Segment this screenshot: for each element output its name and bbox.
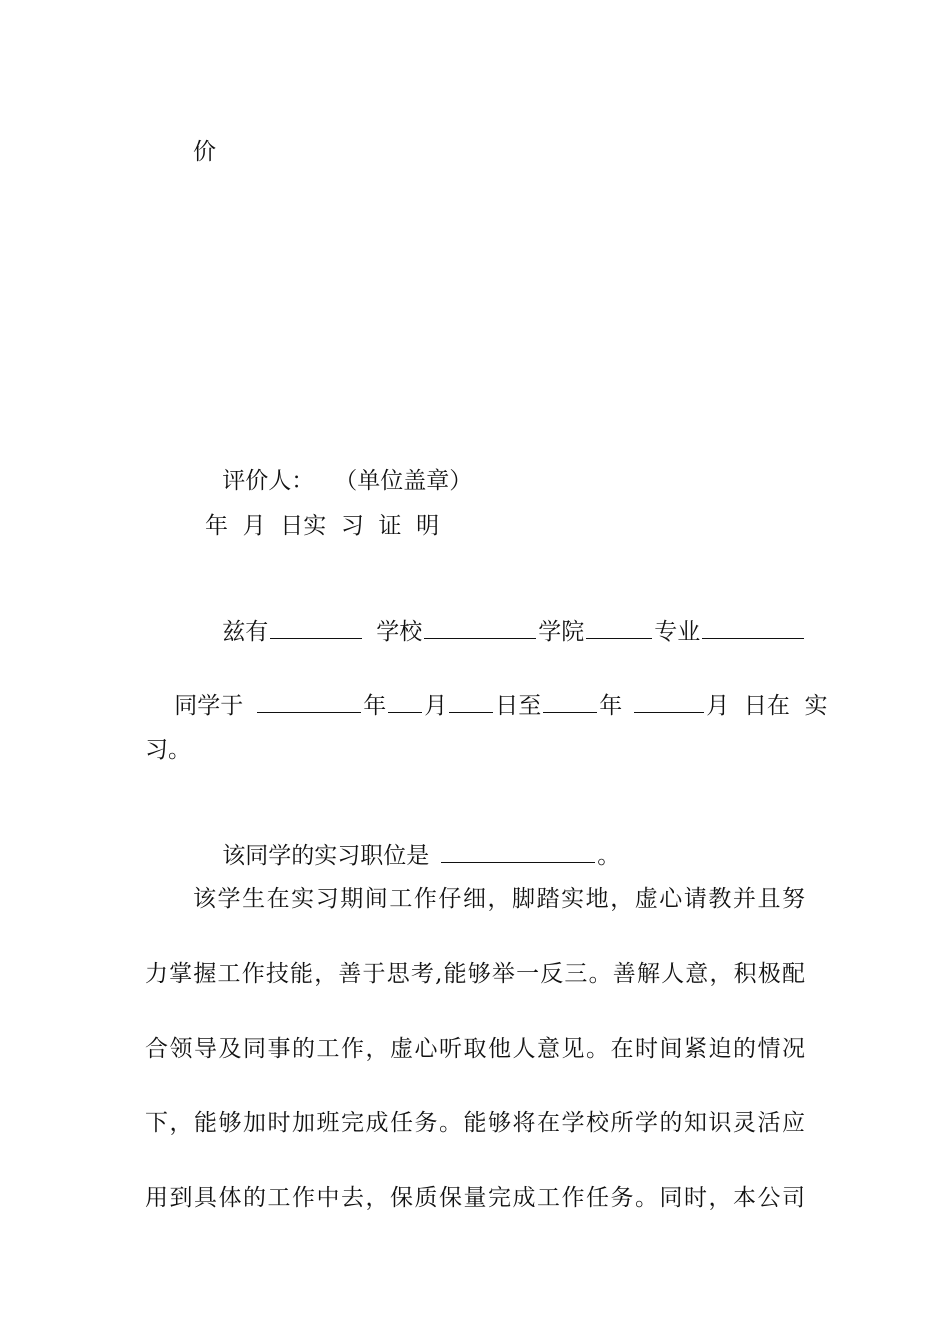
blank-start-year bbox=[257, 690, 361, 713]
cert-text-month-day-at: 月 日在 实 bbox=[706, 693, 828, 719]
cert-text-month: 月 bbox=[424, 693, 448, 719]
blank-major bbox=[702, 616, 804, 639]
certificate-line-2 bbox=[145, 660, 828, 751]
paragraph-line: 力掌握工作技能，善于思考,能够举一反三。善解人意，积极配 bbox=[145, 961, 805, 987]
blank-college bbox=[586, 616, 652, 639]
cert-text-college: 学院 bbox=[538, 619, 585, 645]
unit-seal-label: （单位盖章） bbox=[334, 468, 473, 494]
date-and-certificate-title: 年 月 日实 习 证 明 bbox=[205, 513, 440, 539]
paragraph-line: 下，能够加时加班完成任务。能够将在学校所学的知识灵活应 bbox=[145, 1110, 805, 1136]
blank-school bbox=[424, 616, 536, 639]
blank-start-day bbox=[449, 690, 493, 713]
position-label: 该同学的实习职位是 bbox=[222, 843, 430, 869]
cert-text-school: 学校 bbox=[376, 619, 423, 645]
evaluator-label: 评价人： bbox=[222, 468, 315, 494]
cert-text-year-2: 年 bbox=[599, 693, 623, 719]
blank-start-month bbox=[388, 690, 422, 713]
text-fragment-jia: 价 bbox=[193, 139, 216, 165]
position-period: 。 bbox=[597, 843, 621, 869]
certificate-line-3: 习。 bbox=[145, 737, 191, 763]
paragraph-line: 合领导及同事的工作，虚心听取他人意见。在时间紧迫的情况 bbox=[145, 1036, 805, 1062]
cert-text-day-to: 日至 bbox=[495, 693, 542, 719]
blank-name bbox=[270, 616, 362, 639]
cert-text-student-from: 同学于 bbox=[174, 693, 244, 719]
blank-end-month bbox=[634, 690, 704, 713]
paragraph-line: 该学生在实习期间工作仔细，脚踏实地，虚心请教并且努 bbox=[193, 886, 805, 912]
cert-text-ziyou: 兹有 bbox=[222, 619, 269, 645]
blank-position bbox=[441, 840, 595, 863]
paragraph-line: 用到具体的工作中去，保质保量完成工作任务。同时，本公司 bbox=[145, 1185, 805, 1211]
cert-text-year: 年 bbox=[363, 693, 387, 719]
cert-text-major: 专业 bbox=[654, 619, 701, 645]
blank-end-year bbox=[543, 690, 597, 713]
